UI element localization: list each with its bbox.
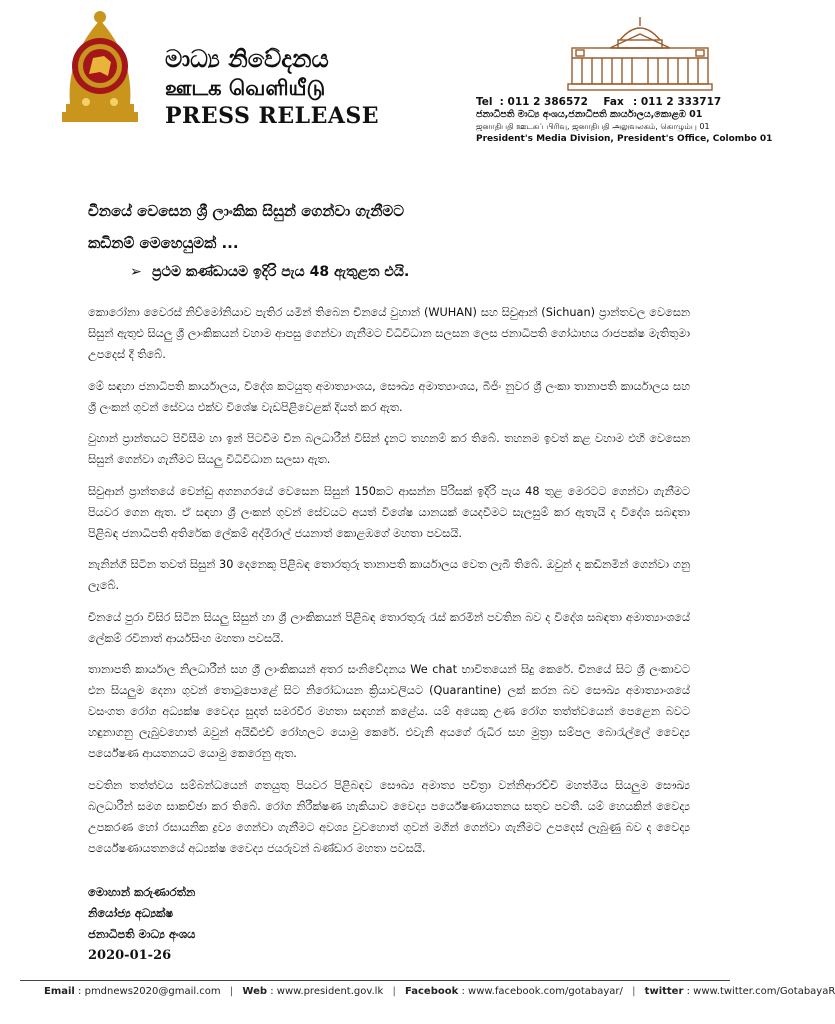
footer-divider bbox=[20, 980, 730, 981]
release-title-line-2: කඩිනම් මෙහෙයුමක් ... bbox=[88, 234, 239, 252]
web-label: Web bbox=[242, 986, 268, 997]
footer-separator: | bbox=[229, 986, 234, 997]
address-sinhala: ජනාධිපති මාධ්‍ය අංශය,ජනාධිපති කාර්යාලය,කොළඹ 01 bbox=[476, 109, 703, 120]
email-label: Email bbox=[44, 986, 75, 997]
paragraph: නැනින්ගි සිටින තවත් සිසුන් 30 දෙනෙකු පිළිබඳ තොරතුරු තානාපති කාර්යාලය වෙත ලැබී තිබේ. ඔවුන් ද කඩිනමින් ගෙන්වා ගනු ලැබේ. bbox=[88, 558, 690, 592]
state-emblem-icon bbox=[60, 8, 140, 126]
footer-separator: | bbox=[632, 986, 636, 997]
footer-contacts bbox=[44, 986, 835, 997]
paragraph: වුහාන් ප්‍රාන්තයට පිවිසීම හා ඉන් පිටවීම චීන බලධාරීන් විසින් දැනට තහනම් කර තිබේ. තහනම ඉවත් කළ වහාම එහි වෙසෙන සිසුන් ගෙන්වා ගැනීමට සියලු විධිවිධාන සලසා ඇත. bbox=[88, 432, 690, 466]
address-tamil: ஜனாதிபதி ஊடகப் பிரிவு, ஜனாதிபதி அலுவலகம், கொழும்பு 01 bbox=[476, 122, 710, 131]
signature-block bbox=[88, 882, 195, 966]
signatory-division: ජනාධිපති මාධ්‍ය අංශය bbox=[88, 927, 196, 941]
twitter-label: twitter bbox=[644, 986, 684, 997]
tel-value: : 011 2 386572 bbox=[499, 96, 588, 108]
facebook-link[interactable]: : www.facebook.com/gotabayar/ bbox=[461, 986, 623, 997]
release-title-line-1: චීනයේ වෙසෙන ශ්‍රී ලාංකික සිසුන් ගෙන්වා ගැනීමට bbox=[88, 202, 405, 220]
presidential-secretariat-building-icon bbox=[566, 14, 714, 92]
header-title-english: PRESS RELEASE bbox=[165, 103, 380, 129]
fax-label: Fax bbox=[603, 96, 624, 108]
release-title bbox=[88, 195, 688, 259]
paragraph: චීනයේ පුරා විසිර සිටින සියලු සිසුන් හා ශ්‍රී ලාංකිකයන් පිළිබඳ තොරතුරු රැස් කරමින් පවතින බව ද විදේශ සබඳතා අමාත්‍යාංශයේ ලේකම් රවිනාත් ආර්යසිංහ මහතා පවසයි. bbox=[88, 610, 690, 645]
facebook-label: Facebook bbox=[405, 986, 459, 997]
paragraph: මේ සඳහා ජනාධිපති කාර්යාලය, විදේශ කටයුතු අමාත්‍යාංශය, සෞඛ්‍ය අමාත්‍යාංශය, බීජිං නුවර ශ්‍රී ලංකා තානාපති කාර්යාලය සහ ශ්‍රී ලංකන් ගුවන් සේවය එක්ව විශේෂ වැඩපිළිවෙළක් දියත් කර ඇත. bbox=[88, 379, 690, 414]
paragraph: පවතින තත්ත්වය සම්බන්ධයෙන් ගතයුතු පියවර පිළිබඳව සෞඛ්‍ය අමාත්‍ය පවිත්‍රා වන්නිආරච්චි මහත්මිය සියලුම සෞඛ්‍ය බලධාරීන් සමග සාකච්ඡා කර තිබේ. රෝග නිරීක්ෂණ හැකියාව වෛද්‍ය පර්යේෂණායතනය සතුව පවතී. යම් හෙයකින් වෛද්‍ය උපකරණ හෝ රසායනික ද්‍රව්‍ය ගෙන්වා ගැනීමට අවශ්‍ය වුවහොත් ගුවන් මගින් ගෙන්වා ගැනීමට උපදෙස් ලැබුණු බව ද වෛද්‍ය පර්යේෂණායතනයේ අධ්‍යක්ෂ වෛද්‍ය ජයරුවන් බණ්ඩාර මහතා පවසයි. bbox=[88, 778, 690, 855]
signatory-position: නියෝජ්‍ය අධ්‍යක්ෂ bbox=[88, 906, 174, 920]
paragraph: කොරෝනා වෛරස් නිව්මෝනියාව පැතිර යමින් තිබෙන චීනයේ වුහාන් (WUHAN) සහ සිචුආන් (Sichuan) ප්‍රාන්තවල වෙසෙන සිසුන් ඇතුළු සියලු ශ්‍රී ලාංකිකයන් වහාම ආපසු ගෙන්වා ගැනීමට විධිවිධාන සලසන ලෙස ජනාධිපති ගෝඨාභය රාජපක්ෂ මැතිතුමා උපදෙස් දී තිබේ. bbox=[88, 306, 690, 361]
header-contact bbox=[476, 96, 773, 145]
twitter-link[interactable]: : www.twitter.com/GotabayaR bbox=[686, 986, 835, 997]
tel-label: Tel bbox=[476, 96, 493, 108]
phone-fax-line bbox=[476, 96, 726, 109]
release-bullet bbox=[130, 264, 409, 280]
paragraph: සිචුආන් ප්‍රාන්තයේ චෙන්ඩු අගනගරයේ වෙසෙන සිසුන් 150කට ආසන්න පිරිසක් ඉදිරි පැය 48 තුළ මෙරටට ගෙන්වා ගැනීමට පියවර ගෙන ඇත. ඒ සඳහා ශ්‍රී ලංකන් ගුවන් සේවයට අයත් විශේෂ යානයක් යෙදවීමට සැලසුම් කර ඇතැයි ද විදේශ සබඳතා පිළිබඳ ජනාධිපති අතිරේක ලේකම් අද්මිරාල් ජයනාත් කොළඹගේ මහතා පවසයි. bbox=[88, 484, 690, 540]
release-body bbox=[88, 302, 690, 869]
fax-value: : 011 2 333717 bbox=[632, 96, 722, 108]
footer-separator: | bbox=[392, 986, 396, 997]
signatory-name: මොහාන් කරුණාරත්න bbox=[88, 885, 196, 899]
website-link[interactable]: : www.president.gov.lk bbox=[270, 986, 384, 997]
arrow-bullet-icon: ➢ bbox=[130, 264, 142, 280]
address-english: President's Media Division, President's Office, Colombo 01 bbox=[476, 134, 773, 144]
paragraph: තානාපති කාර්යාල නිලධාරීන් සහ ශ්‍රී ලාංකිකයන් අතර සංනිවේදනය We chat භාවිතයෙන් සිදු කෙරේ. චීනයේ සිට ශ්‍රී ලංකාවට එන සියලුම දෙනා ගුවන් තොටුපොළේ සිට නිරෝධායන ක්‍රියාවලියට (Quarantine) ලක් කරන බව සෞඛ්‍ය අමාත්‍යාංශයේ වසංගත රෝග අධ්‍යක්ෂ වෛද්‍ය සුදත් සමරවීර මහතා සඳහන් කළේය. යම් අයෙකු උණ රෝග තත්ත්වයෙන් පෙළෙන බවට හඳුනාගනු ලැබුවහොත් ඔවුන් අයිඩීඑච් රෝහලට යොමු කෙරේ. එවැනි අයගේ රුධිර සහ මුත්‍රා සම්පල බොරැල්ලේ වෛද්‍ය පර්යේෂණ ආයතනයට යොමු කෙරෙනු ඇත. bbox=[88, 663, 690, 760]
header-titles bbox=[165, 44, 380, 130]
email-link[interactable]: : pmdnews2020@gmail.com bbox=[78, 986, 221, 997]
header-title-sinhala: මාධ්‍ය නිවේදනය bbox=[165, 45, 329, 73]
release-date: 2020-01-26 bbox=[88, 948, 172, 963]
header-title-tamil: ஊடக வெளியீடு bbox=[165, 76, 326, 100]
release-bullet-text: ප්‍රථම කණ්ඩායම ඉදිරි පැය 48 ඇතුළත එයි. bbox=[152, 264, 410, 280]
